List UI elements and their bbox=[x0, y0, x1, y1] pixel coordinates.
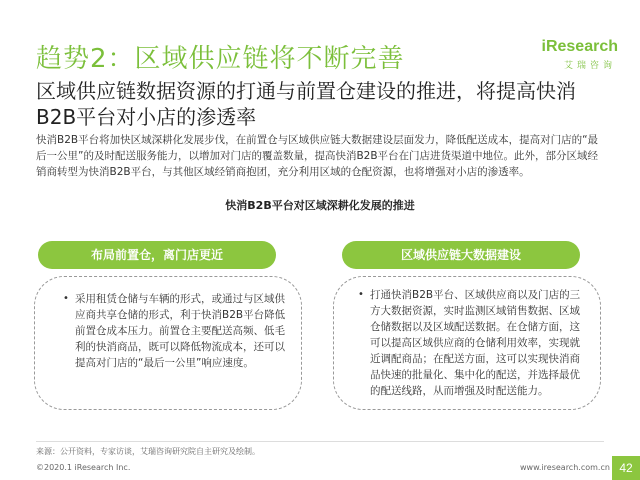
logo-subtitle: 艾瑞咨询 bbox=[563, 61, 616, 71]
right-card bbox=[333, 276, 601, 410]
left-heading-pill: 布局前置仓，离门店更近 bbox=[38, 241, 276, 269]
source-note: 来源：公开资料，专家访谈，艾瑞咨询研究院自主研究及绘制。 bbox=[36, 447, 260, 456]
right-bullet-item bbox=[358, 287, 590, 399]
page-number: 42 bbox=[612, 456, 640, 480]
right-heading-pill: 区域供应链大数据建设 bbox=[342, 241, 580, 269]
footer-divider bbox=[36, 441, 604, 442]
left-bullet-item bbox=[63, 291, 293, 371]
logo-word: iResearch bbox=[541, 38, 618, 55]
copyright: ©2020.1 iResearch Inc. bbox=[36, 463, 131, 472]
right-bullet-text: 打通快消B2B平台、区域供应商以及门店的三方大数据资源，实时监测区域销售数据、区域仓储数据以及区域配送数据。在仓储方面，这可以提高区域供应商的仓储利用效率，实现就近调配商品；在配送方面，这可以实现快消商品快速的批量化、集中化的配送，并选择最优的配送线路，从而增强及时配送能力。 bbox=[370, 289, 581, 397]
website-link[interactable]: www.iresearch.com.cn bbox=[520, 463, 610, 472]
iresearch-logo bbox=[518, 38, 618, 78]
intro-paragraph: 快消B2B平台将加快区域深耕化发展步伐，在前置仓与区域供应链大数据建设层面发力，降低配送成本，提高对门店的“最后一公里”的及时配送服务能力，以增加对门店的覆盖数量，提高快消B2B平台在门店进货渠道中地位。此外，部分区域经销商转型为快消B2B平台，与其他区域经销商抱团，充分利用区域的仓配资源，也将增强对小店的渗透率。 bbox=[36, 134, 599, 178]
left-card bbox=[34, 276, 302, 410]
left-bullet-text: 采用租赁仓储与车辆的形式，或通过与区域供应商共享仓储的形式，利于快消B2B平台降低前置仓成本压力。前置仓主要配送高频、低毛利的快消商品，既可以降低物流成本，还可以提高对门店的“最后一公里”响应速度。 bbox=[75, 293, 286, 369]
slide-subtitle: 区域供应链数据资源的打通与前置仓建设的推进，将提高快消B2B平台对小店的渗透率 bbox=[36, 79, 576, 129]
slide-title: 趋势2：区域供应链将不断完善 bbox=[36, 44, 405, 74]
bullet-dot-icon: • bbox=[63, 293, 69, 304]
bullet-dot-icon: • bbox=[358, 289, 364, 300]
section-title: 快消B2B平台对区域深耕化发展的推进 bbox=[225, 199, 415, 212]
